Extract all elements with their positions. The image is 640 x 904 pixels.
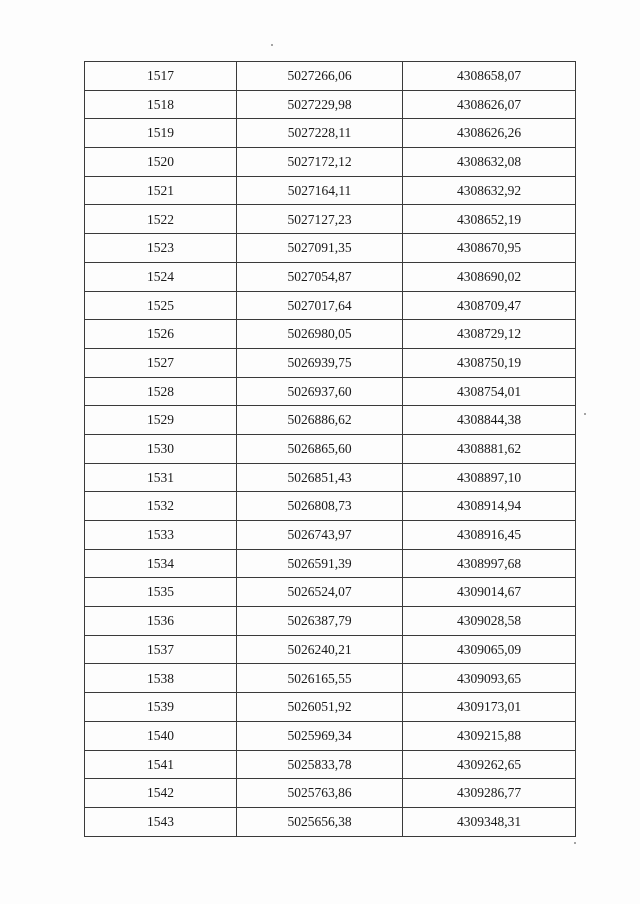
- point-number-cell: 1542: [85, 779, 237, 808]
- table-row: [85, 607, 576, 636]
- point-number-cell: 1523: [85, 234, 237, 263]
- x-coordinate-cell: 5025656,38: [237, 807, 403, 836]
- y-coordinate-cell: 4308881,62: [403, 434, 576, 463]
- y-coordinate-cell: 4309065,09: [403, 635, 576, 664]
- table-row: [85, 635, 576, 664]
- x-coordinate-cell: 5026743,97: [237, 521, 403, 550]
- x-coordinate-cell: 5027164,11: [237, 176, 403, 205]
- x-coordinate-cell: 5025763,86: [237, 779, 403, 808]
- table-row: [85, 578, 576, 607]
- y-coordinate-cell: 4309215,88: [403, 721, 576, 750]
- x-coordinate-cell: 5027091,35: [237, 234, 403, 263]
- point-number-cell: 1517: [85, 62, 237, 91]
- y-coordinate-cell: 4308632,08: [403, 148, 576, 177]
- table-row: [85, 348, 576, 377]
- point-number-cell: 1524: [85, 262, 237, 291]
- table-row: [85, 779, 576, 808]
- y-coordinate-cell: 4308897,10: [403, 463, 576, 492]
- x-coordinate-cell: 5026939,75: [237, 348, 403, 377]
- y-coordinate-cell: 4309348,31: [403, 807, 576, 836]
- x-coordinate-cell: 5026865,60: [237, 434, 403, 463]
- table-row: [85, 205, 576, 234]
- table-row: [85, 377, 576, 406]
- y-coordinate-cell: 4308690,02: [403, 262, 576, 291]
- point-number-cell: 1525: [85, 291, 237, 320]
- y-coordinate-cell: 4308914,94: [403, 492, 576, 521]
- y-coordinate-cell: 4308754,01: [403, 377, 576, 406]
- table-row: [85, 434, 576, 463]
- point-number-cell: 1533: [85, 521, 237, 550]
- point-number-cell: 1541: [85, 750, 237, 779]
- x-coordinate-cell: 5026165,55: [237, 664, 403, 693]
- y-coordinate-cell: 4309093,65: [403, 664, 576, 693]
- point-number-cell: 1530: [85, 434, 237, 463]
- point-number-cell: 1519: [85, 119, 237, 148]
- point-number-cell: 1543: [85, 807, 237, 836]
- x-coordinate-cell: 5025969,34: [237, 721, 403, 750]
- table-row: [85, 262, 576, 291]
- table-row: [85, 406, 576, 435]
- point-number-cell: 1538: [85, 664, 237, 693]
- scan-speck: [271, 44, 273, 46]
- point-number-cell: 1539: [85, 693, 237, 722]
- y-coordinate-cell: 4308916,45: [403, 521, 576, 550]
- table-row: [85, 90, 576, 119]
- table-row: [85, 176, 576, 205]
- point-number-cell: 1527: [85, 348, 237, 377]
- table-row: [85, 492, 576, 521]
- x-coordinate-cell: 5027017,64: [237, 291, 403, 320]
- y-coordinate-cell: 4308652,19: [403, 205, 576, 234]
- y-coordinate-cell: 4308626,07: [403, 90, 576, 119]
- y-coordinate-cell: 4308658,07: [403, 62, 576, 91]
- point-number-cell: 1518: [85, 90, 237, 119]
- y-coordinate-cell: 4309028,58: [403, 607, 576, 636]
- y-coordinate-cell: 4308844,38: [403, 406, 576, 435]
- table-row: [85, 721, 576, 750]
- point-number-cell: 1529: [85, 406, 237, 435]
- table-row: [85, 521, 576, 550]
- y-coordinate-cell: 4308729,12: [403, 320, 576, 349]
- y-coordinate-cell: 4309173,01: [403, 693, 576, 722]
- x-coordinate-cell: 5025833,78: [237, 750, 403, 779]
- point-number-cell: 1532: [85, 492, 237, 521]
- point-number-cell: 1522: [85, 205, 237, 234]
- x-coordinate-cell: 5027266,06: [237, 62, 403, 91]
- table-row: [85, 750, 576, 779]
- table-row: [85, 320, 576, 349]
- table-row: [85, 693, 576, 722]
- x-coordinate-cell: 5026240,21: [237, 635, 403, 664]
- table-row: [85, 664, 576, 693]
- y-coordinate-cell: 4308670,95: [403, 234, 576, 263]
- x-coordinate-cell: 5026886,62: [237, 406, 403, 435]
- table-row: [85, 463, 576, 492]
- x-coordinate-cell: 5026808,73: [237, 492, 403, 521]
- y-coordinate-cell: 4308997,68: [403, 549, 576, 578]
- x-coordinate-cell: 5026591,39: [237, 549, 403, 578]
- coordinates-table-body: [85, 62, 576, 837]
- x-coordinate-cell: 5026524,07: [237, 578, 403, 607]
- point-number-cell: 1534: [85, 549, 237, 578]
- x-coordinate-cell: 5026051,92: [237, 693, 403, 722]
- table-row: [85, 119, 576, 148]
- x-coordinate-cell: 5026851,43: [237, 463, 403, 492]
- y-coordinate-cell: 4308626,26: [403, 119, 576, 148]
- x-coordinate-cell: 5027228,11: [237, 119, 403, 148]
- point-number-cell: 1535: [85, 578, 237, 607]
- x-coordinate-cell: 5027054,87: [237, 262, 403, 291]
- x-coordinate-cell: 5026387,79: [237, 607, 403, 636]
- point-number-cell: 1528: [85, 377, 237, 406]
- y-coordinate-cell: 4308750,19: [403, 348, 576, 377]
- point-number-cell: 1531: [85, 463, 237, 492]
- x-coordinate-cell: 5026937,60: [237, 377, 403, 406]
- point-number-cell: 1540: [85, 721, 237, 750]
- coordinates-table: [84, 61, 576, 837]
- y-coordinate-cell: 4309286,77: [403, 779, 576, 808]
- table-row: [85, 234, 576, 263]
- scan-speck: [574, 842, 576, 844]
- y-coordinate-cell: 4309262,65: [403, 750, 576, 779]
- x-coordinate-cell: 5027172,12: [237, 148, 403, 177]
- x-coordinate-cell: 5027229,98: [237, 90, 403, 119]
- point-number-cell: 1521: [85, 176, 237, 205]
- x-coordinate-cell: 5027127,23: [237, 205, 403, 234]
- x-coordinate-cell: 5026980,05: [237, 320, 403, 349]
- y-coordinate-cell: 4308709,47: [403, 291, 576, 320]
- scan-speck: [584, 413, 586, 415]
- table-row: [85, 549, 576, 578]
- point-number-cell: 1537: [85, 635, 237, 664]
- point-number-cell: 1520: [85, 148, 237, 177]
- table-row: [85, 62, 576, 91]
- y-coordinate-cell: 4308632,92: [403, 176, 576, 205]
- table-row: [85, 807, 576, 836]
- table-row: [85, 291, 576, 320]
- point-number-cell: 1536: [85, 607, 237, 636]
- point-number-cell: 1526: [85, 320, 237, 349]
- y-coordinate-cell: 4309014,67: [403, 578, 576, 607]
- table-row: [85, 148, 576, 177]
